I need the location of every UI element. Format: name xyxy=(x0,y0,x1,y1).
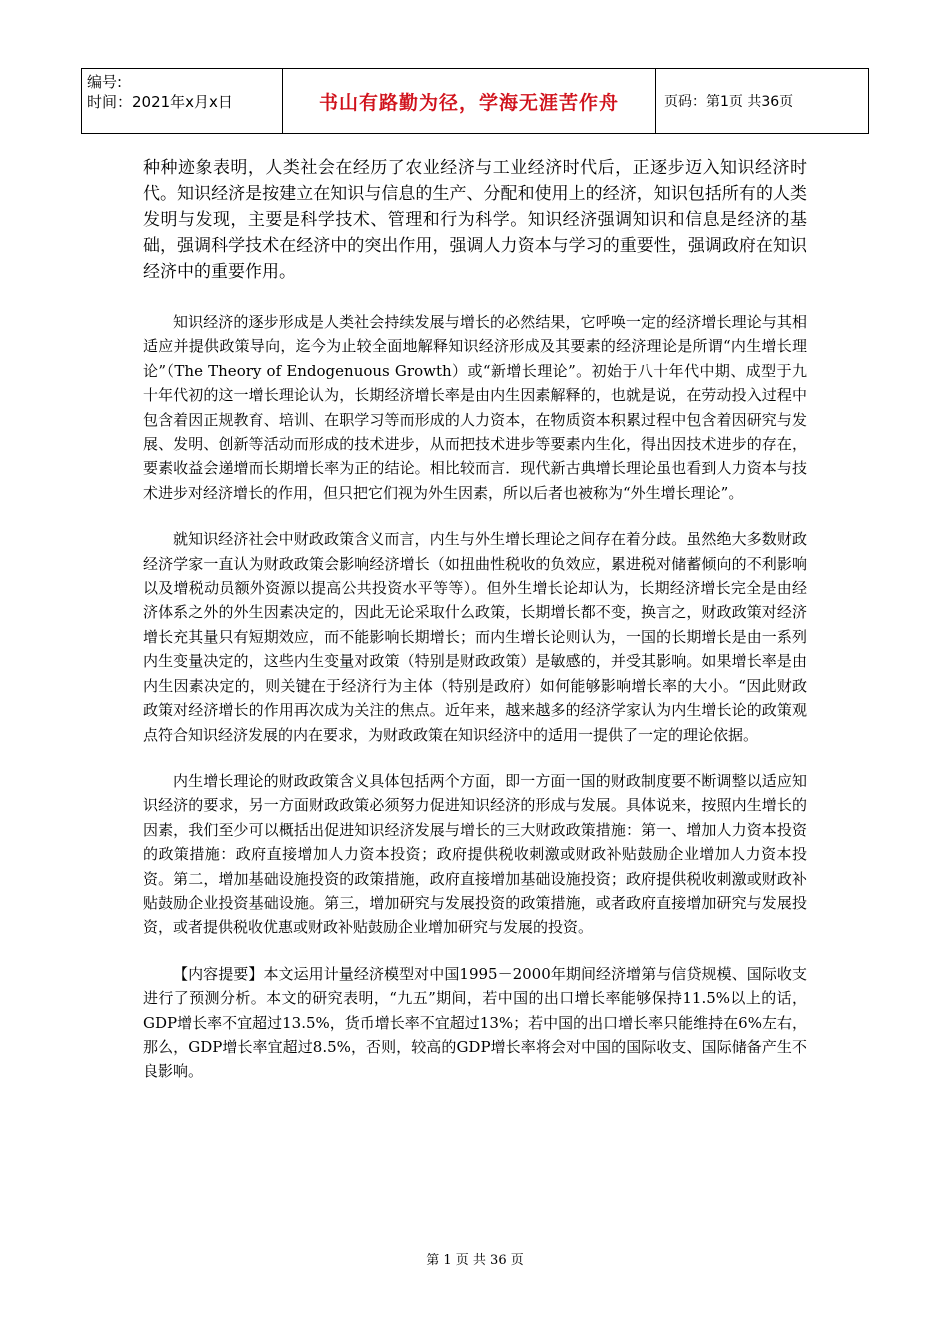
time-label: 时间：2021年x月x日 xyxy=(87,93,233,111)
paragraph-abstract: 【内容提要】本文运用计量经济模型对中国1995－2000年期间经济增第与信贷规模、国际收支进行了预测分析。本文的研究表明，“九五”期间，若中国的出口增长率能够保持11.5%以上的话，GDP增长率不宜超过13.5%，货币增长率不宜超过13%；若中国的出口增长率只能维持在6%左右，那么，GDP增长率宜超过8.5%，否则，较高的GDP增长率将会对中国的国际收支、国际储备产生不良影响。 xyxy=(143,964,807,1081)
paragraph-endogenous-theory: 知识经济的逐步形成是人类社会持续发展与增长的必然结果，它呼唤一定的经济增长理论与其相适应并提供政策导向，迄今为止较全面地解释知识经济形成及其要素的经济理论是所谓“内生增长理论”（The Theory of Endogenuous Growth）或“新增长理论”。初始于八十年代中期、成型于九十年代初的这一增长理论认为，长期经济增长率是由内生因素解释的，也就是说，在劳动投入过程中包含着因正规教育、培训、在职学习等而形成的人力资本，在物质资本积累过程中包含着因研究与发展、发明、创新等活动而形成的技术进步，从而把技术进步等要素内生化，得出因技术进步的存在，要素收益会递增而长期增长率为正的结论。相比较而言．现代新古典增长理论虽也看到人力资本与技术进步对经济增长的作用，但只把它们视为外生因素，所以后者也被称为“外生增长理论”。 xyxy=(143,313,807,502)
motto-text: 书山有路勤为径，学海无涯苦作舟 xyxy=(318,91,619,114)
paragraph-policy-measures: 内生增长理论的财政政策含义具体包括两个方面，即一方面一国的财政制度要不断调整以适应知识经济的要求，另一方面财政政策必须努力促进知识经济的形成与发展。具体说来，按照内生增长的因素，我们至少可以概括出促进知识经济发展与增长的三大财政政策措施：第一、增加人力资本投资的政策措施：政府直接增加人力资本投资；政府提供税收刺激或财政补贴鼓励企业增加人力资本投资。第二，增加基础设施投资的政策措施，政府直接增加基础设施投资；政府提供税收刺激或财政补贴鼓励企业投资基础设施。第三，增加研究与发展投资的政策措施，或者政府直接增加研究与发展投资，或者提供税收优惠或财政补贴鼓励企业增加研究与发展的投资。 xyxy=(143,771,807,937)
header-table xyxy=(81,68,869,134)
document-body xyxy=(143,155,807,1106)
serial-label: 编号: xyxy=(87,73,123,91)
header-meta-cell xyxy=(82,69,283,133)
header-motto-cell xyxy=(283,69,656,133)
page-info: 页码：第1页 共36页 xyxy=(664,94,794,110)
page-footer: 第 1 页 共 36 页 xyxy=(426,1253,524,1268)
header-page-cell xyxy=(656,69,868,133)
paragraph-intro: 种种迹象表明，人类社会在经历了农业经济与工业经济时代后，正逐步迈入知识经济时代。知识经济是按建立在知识与信息的生产、分配和使用上的经济，知识包括所有的人类发明与发现，主要是科学技术、管理和行为科学。知识经济强调知识和信息是经济的基础，强调科学技术在经济中的突出作用，强调人力资本与学习的重要性，强调政府在知识经济中的重要作用。 xyxy=(143,158,807,282)
paragraph-policy-divergence: 就知识经济社会中财政政策含义而言，内生与外生增长理论之间存在着分歧。虽然绝大多数财政经济学家一直认为财政政策会影响经济增长（如扭曲性税收的负效应，累进税对储蓄倾向的不利影响以及增税动员额外资源以提高公共投资水平等等）。但外生增长论却认为，长期经济增长完全是由经济体系之外的外生因素决定的，因此无论采取什么政策，长期增长都不变，换言之，财政政策对经济增长充其量只有短期效应，而不能影响长期增长；而内生增长论则认为，一国的长期增长是由一系列内生变量决定的，这些内生变量对政策（特别是财政政策）是敏感的，并受其影响。如果增长率是由内生因素决定的，则关键在于经济行为主体（特别是政府）如何能够影响增长率的大小。“因此财政政策对经济增长的作用再次成为关注的焦点。近年来，越来越多的经济学家认为内生增长论的政策观点符合知识经济发展的内在要求，为财政政策在知识经济中的适用一提供了一定的理论依据。 xyxy=(143,530,807,744)
